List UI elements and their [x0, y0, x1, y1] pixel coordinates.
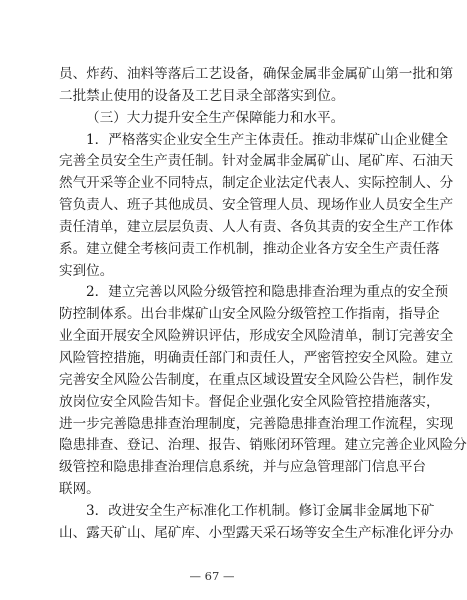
text-line: 责任清单，建立层层负责、人人有责、各负其责的安全生产工作体 — [59, 218, 454, 235]
text-line: 放岗位安全风险告知卡。督促企业强化安全风险管控措施落实， — [59, 393, 440, 410]
section-heading: （三）大力提升安全生产保障能力和水平。 — [86, 109, 345, 126]
text-line: 进一步完善隐患排查治理制度，完善隐患排查治理工作流程，实现 — [59, 415, 454, 432]
text-line: 员、炸药、油料等落后工艺设备，确保金属非金属矿山第一批和第 — [59, 66, 454, 82]
text-line: 2．建立完善以风险分级管控和隐患排查治理为重点的安全预 — [86, 284, 449, 301]
text-line: 风险管控措施，明确责任部门和责任人，严密管控安全风险。建立 — [59, 349, 454, 366]
text-line: 山、露天矿山、尾矿库、小型露天采石场等安全生产标准化评分办 — [59, 524, 454, 541]
text-line: 然气开采等企业不同特点，制定企业法定代表人、实际控制人、分 — [59, 175, 454, 192]
text-line: 完善全员安全生产责任制。针对金属非金属矿山、尾矿库、石油天 — [59, 153, 454, 170]
text-line: 级管控和隐患排查治理信息系统，并与应急管理部门信息平台 — [59, 459, 427, 476]
text-line: 防控制体系。出台非煤矿山安全风险分级管控工作指南，指导企 — [59, 306, 440, 323]
page-number: — 67 — — [189, 569, 235, 583]
body-text — [59, 64, 467, 545]
text-line: 系。建立健全考核问责工作机制，推动企业各方安全生产责任落 — [59, 240, 440, 257]
text-line: 完善安全风险公告制度，在重点区域设置安全风险公告栏，制作发 — [59, 371, 454, 388]
text-line: 隐患排查、登记、治理、报告、销账闭环管理。建立完善企业风险分 — [59, 437, 467, 454]
text-line: 业全面开展安全风险辨识评估，形成安全风险清单，制订完善安全 — [59, 328, 454, 345]
text-line: 1．严格落实企业安全生产主体责任。推动非煤矿山企业健全 — [86, 131, 449, 148]
text-line: 二批禁止使用的设备及工艺目录全部落实到位。 — [59, 87, 345, 104]
text-line: 实到位。 — [59, 262, 114, 279]
text-line: 3．改进安全生产标准化工作机制。修订金属非金属地下矿 — [86, 502, 435, 519]
text-line: 联网。 — [59, 481, 100, 498]
text-line: 管负责人、班子其他成员、安全管理人员、现场作业人员安全生产 — [59, 197, 454, 214]
